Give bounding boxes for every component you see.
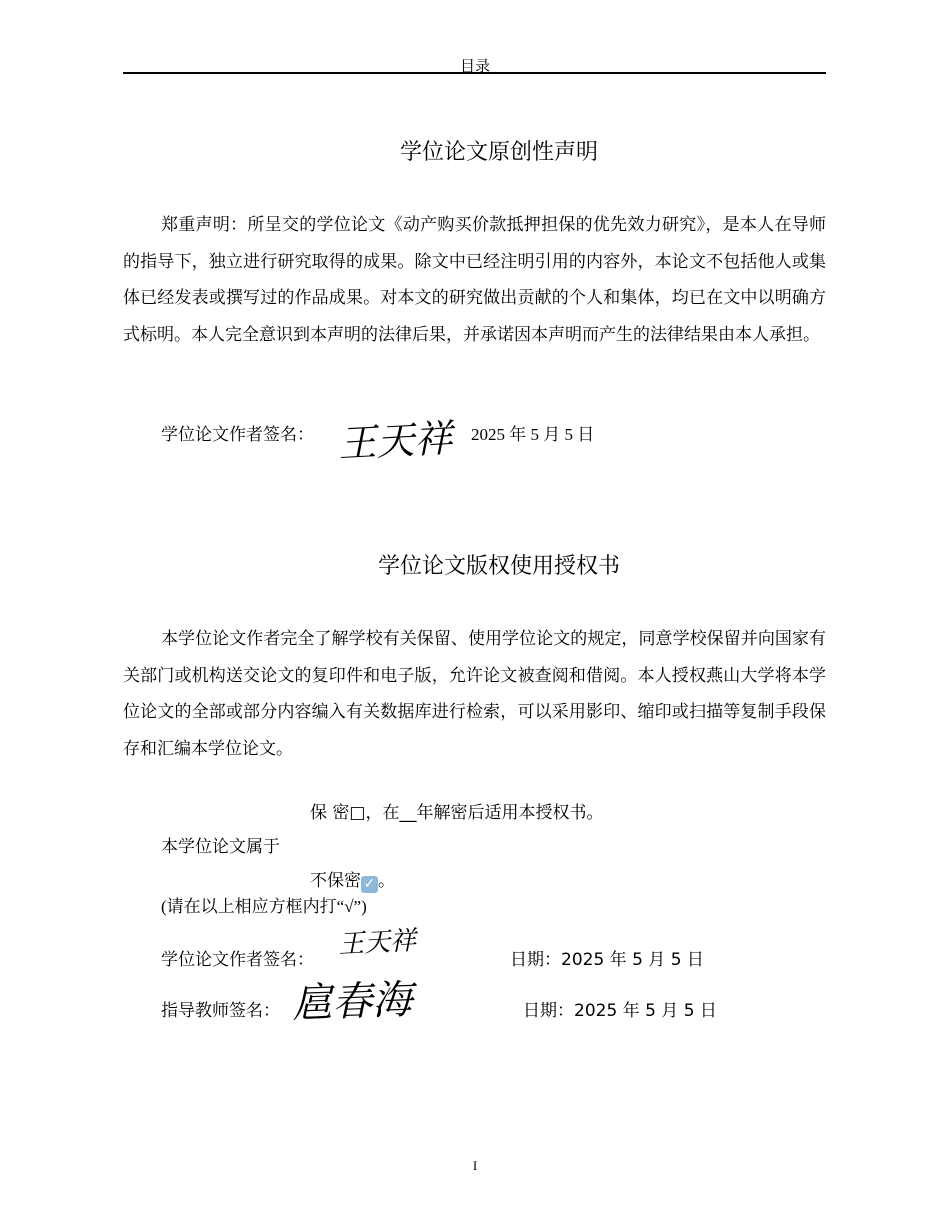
checked-box-icon[interactable]: ✓ (361, 876, 378, 893)
authorization-author-signature: 王天祥 (337, 925, 417, 961)
advisor-label: 指导教师签名： (161, 1001, 280, 1021)
declaration-date: 2025 年 5 月 5 日 (471, 425, 595, 444)
authorization-title: 学位论文版权使用授权书 (377, 554, 620, 579)
advisor-signature: 扈春海 (291, 976, 413, 1028)
advisor-date: 日期：2025 年 5 月 5 日 (523, 1001, 717, 1021)
authorization-author-date: 日期：2025 年 5 月 5 日 (510, 950, 704, 970)
header-rule (123, 72, 826, 74)
declaration-title: 学位论文原创性声明 (399, 140, 598, 165)
declaration-author-signature: 王天祥 (337, 416, 454, 466)
declaration-text: 郑重声明：所呈交的学位论文《动产购买价款抵押担保的优先效力研究》，是本人在导师的指导下，独立进行研究取得的成果。除文中已经注明引用的内容外，本论文不包括他人或集体已经发表或撰写过的作品成果。对本文的研究做出贡献的个人和集体，均已在文中以明确方式标明。本人完全意识到本声明的法律后果，并承诺因本声明而产生的法律结果由本人承担。 (123, 215, 826, 345)
authorization-paragraph (123, 621, 826, 767)
not-secret-option (310, 866, 395, 893)
secret-option-line: 保 密□，在__年解密后适用本授权书。 (310, 803, 604, 823)
not-secret-suffix: 。 (378, 871, 395, 891)
belongs-label: 本学位论文属于 (161, 837, 280, 857)
declaration-paragraph (123, 207, 826, 353)
authorization-author-label: 学位论文作者签名： (161, 950, 314, 970)
declaration-author-label: 学位论文作者签名： (161, 425, 314, 445)
running-header: 目录 (459, 59, 490, 75)
authorization-text: 本学位论文作者完全了解学校有关保留、使用学位论文的规定，同意学校保留并向国家有关部门或机构送交论文的复印件和电子版，允许论文被查阅和借阅。本人授权燕山大学将本学位论文的全部或部分内容编入有关数据库进行检索，可以采用影印、缩印或扫描等复制手段保存和汇编本学位论文。 (123, 629, 826, 759)
not-secret-label: 不保密 (310, 871, 361, 891)
check-instruction: (请在以上相应方框内打“√”) (161, 897, 367, 916)
page-number: I (472, 1158, 478, 1173)
